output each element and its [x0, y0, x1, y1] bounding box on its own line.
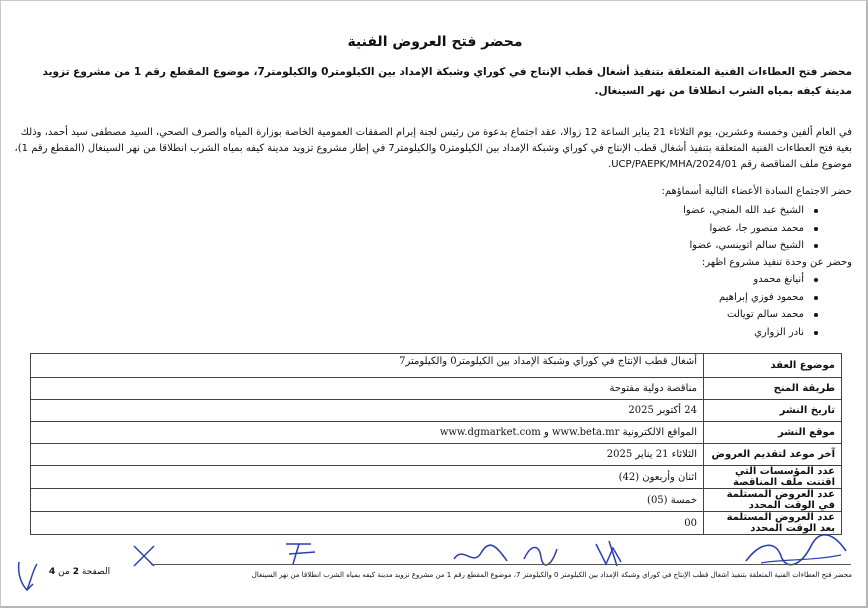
table-label: آخر موعد لتقديم العروض — [704, 444, 842, 466]
table-label: موقع النشر — [704, 422, 842, 444]
list-item: الشيخ سالم اتوينسي، عضوا — [418, 237, 818, 255]
table-value: أشغال قطب الإنتاج في كوراي وشبكة الإمداد بين الكيلومتر0 والكيلومتر7 — [31, 354, 704, 378]
table-value: خمسة (05) — [31, 489, 704, 512]
footer-text: محضر فتح العطاءات الفنية المتعلقة بتنفيذ أشغال قطب الإنتاج في كوراي وشبكة الإمداد بين الكيلومتر 0 والكيلومتر 7، موضوع المقطع رقم 1 من مشروع تزويد مدينة كيفه بمياه الشرب انطلاقا من نهر السينغال — [251, 571, 852, 579]
table-value: 24 أكتوبر 2025 — [31, 400, 704, 422]
table-row — [31, 378, 842, 400]
table-label: تاريخ النشر — [704, 400, 842, 422]
intro-paragraph: في العام ألفين وخمسة وعشرين، يوم الثلاثاء 21 يناير الساعة 12 زوالا، عقد اجتماع بدعوة من رئيس لجنة إبرام الصفقات العمومية الخاصة بوزارة المياه والصرف الصحي، السيد مصطفى سيد أحمد، وذلك بغية فتح العطاءات الفنية المتعلقة بتنفيذ أشغال قطب الإنتاج في كوراي وشبكة الإمداد بين الكيلومتر0 والكيلومتر7 في إطار مشروع تزويد مدينة كيفه بمياه الشرب انطلاقا من نهر السينغال (المقطع رقم 1)، موضوع ملف المناقصة رقم 2024/01/UCP/PAEPK/MHA. — [14, 127, 852, 170]
table-label: موضوع العقد — [704, 354, 842, 378]
page-label: الصفحة — [81, 567, 111, 577]
signature-mark-6 — [129, 541, 159, 571]
table-row — [31, 400, 842, 422]
list-item: الشيخ عبد الله المنجي، عضوا — [418, 202, 818, 220]
table-value: مناقصة دولية مفتوحة — [31, 378, 704, 400]
page-of: من — [58, 567, 70, 577]
page-number — [49, 567, 110, 577]
list-item: محمود فوزي إبراهيم — [418, 289, 818, 307]
page-total: 4 — [49, 567, 56, 577]
table-row — [31, 422, 842, 444]
unit-members-list — [418, 271, 818, 341]
list-item: محمد سالم تويالت — [418, 306, 818, 324]
page-title: محضر فتح العروض الفنية — [347, 34, 523, 50]
table-label: طريقة المنح — [704, 378, 842, 400]
table-row — [31, 354, 842, 378]
table-value: اثنان وأربعون (42) — [31, 466, 704, 489]
table-value: 00 — [31, 512, 704, 535]
list-item: محمد منصور جا، عضوا — [418, 220, 818, 238]
attendees-intro: حضر الاجتماع السادة الأعضاء التالية أسماؤهم: — [661, 186, 852, 197]
members-list — [418, 202, 818, 255]
table-row — [31, 489, 842, 512]
signature-mark-2 — [591, 536, 631, 571]
document-subtitle: محضر فتح العطاءات الفنية المتعلقة بتنفيذ أشغال قطب الإنتاج في كوراي وشبكة الإمداد بين الكيلومتر0 والكيلومتر7، موضوع المقطع رقم 1 من مشروع تزويد مدينة كيفه بمياه الشرب انطلاقا من نهر السينغال. — [42, 66, 852, 97]
table-label: عدد العروض المستلمة في الوقت المحدد — [704, 489, 842, 512]
footer-divider — [151, 564, 851, 565]
table-value: المواقع الالكترونية www.beta.mr و www.dgmarket.com — [31, 422, 704, 444]
contract-info-table — [30, 353, 842, 535]
signature-mark-7 — [13, 556, 43, 596]
table-row — [31, 466, 842, 489]
page-current: 2 — [72, 567, 79, 577]
signature-mark-1 — [741, 531, 851, 571]
table-label: عدد المؤسسات التي اقتنت ملف المناقصة — [704, 466, 842, 489]
list-item: أنيانغ محمدو — [418, 271, 818, 289]
table-row — [31, 444, 842, 466]
table-row — [31, 512, 842, 535]
list-item: نادر الزواري — [418, 324, 818, 342]
unit-intro: وحضر عن وحدة تنفيذ مشروع اظهر: — [701, 257, 852, 268]
table-value: الثلاثاء 21 يناير 2025 — [31, 444, 704, 466]
table-label: عدد العروض المستلمة بعد الوقت المحدد — [704, 512, 842, 535]
